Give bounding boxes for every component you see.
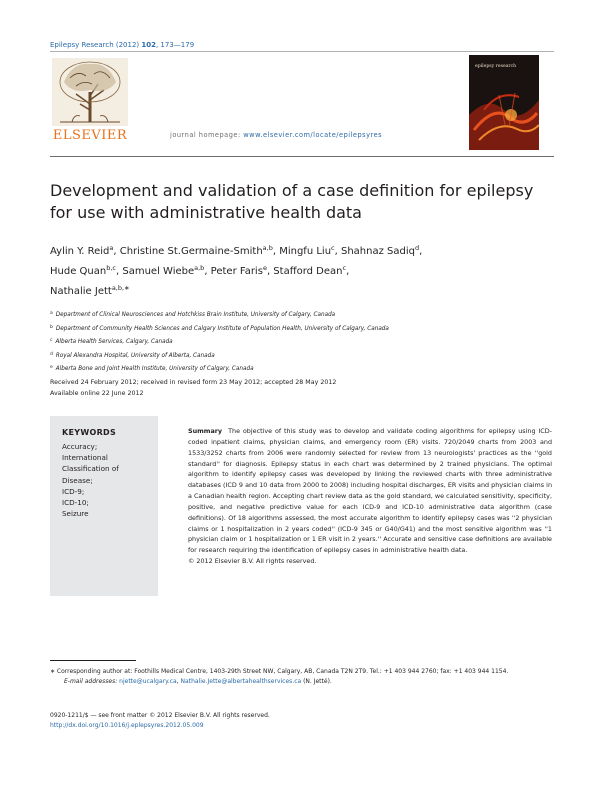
received-dates: Received 24 February 2012; received in revised form 23 May 2012; accepted 28 May 2012 — [50, 379, 337, 386]
abstract — [188, 426, 552, 567]
author[interactable]: Hude Quan$^{b,c}$ — [50, 264, 116, 277]
homepage-label: journal homepage: — [170, 131, 244, 139]
affiliation: $^c$ Alberta Health Services, Calgary, Canada — [50, 338, 173, 345]
journal-ref-pages: , 173—179 — [155, 41, 195, 49]
email-line: E-mail addresses: njette@ucalgary.ca, Nathalie.Jette@albertahealthservices.ca (N. Jetté). — [64, 678, 332, 685]
author[interactable]: Nathalie Jett$^{a,b,∗}$ — [50, 284, 130, 297]
email-link-1[interactable]: njette@ucalgary.ca — [119, 678, 177, 685]
keyword: Accuracy; — [62, 442, 98, 451]
keyword: ICD-9; — [62, 486, 85, 496]
author[interactable]: Stafford Dean$^c$ — [273, 264, 347, 277]
cover-title: epilepsy research — [475, 64, 517, 69]
keyword: ICD-10; — [62, 498, 89, 508]
author[interactable]: Peter Faris$^e$ — [210, 264, 267, 277]
available-online-date: Available online 22 June 2012 — [50, 389, 144, 397]
journal-reference[interactable] — [50, 41, 194, 49]
front-matter-notice: 0920-1211/$ — see front matter © 2012 Elsevier B.V. All rights reserved. — [50, 712, 270, 719]
keyword: Classification of — [62, 464, 119, 474]
corresponding-address: ∗ Corresponding author at: Foothills Medical Centre, 1403-29th Street NW, Calgary, AB, Canada T2N 2T9. Tel.: +1 403 944 2760; fax: +1 403 944 1154. — [50, 668, 509, 675]
affiliation: $^e$ Alberta Bone and Joint Health Institute, University of Calgary, Canada — [50, 365, 254, 372]
keywords-list — [62, 441, 154, 519]
corresponding-author-footnote — [50, 667, 555, 687]
journal-cover-image — [469, 55, 539, 150]
cover-artwork-icon — [469, 55, 539, 150]
affiliation: $^a$ Department of Clinical Neurosciences and Hotchkiss Brain Institute, University of Calgary, Canada — [50, 311, 336, 318]
author[interactable]: Aylin Y. Reid$^a$ — [50, 244, 114, 257]
affiliation-list — [50, 308, 570, 376]
affiliation: $^d$ Royal Alexandra Hospital, University of Alberta, Canada — [50, 351, 215, 359]
author[interactable]: Mingfu Liu$^c$ — [279, 244, 335, 257]
keyword: Disease; — [62, 475, 93, 485]
email-label: E-mail addresses: — [64, 678, 120, 685]
front-matter-block — [50, 711, 555, 731]
abstract-text: The objective of this study was to develop and validate coding algorithms for epilepsy using ICD-coded inpatient claims, physician claims, and emergency room (ER) visits. 720/2049 charts from 2003 and 1533/3252 charts from 2006 were randomly selected for review from 13 neurologists' practices as the ''gold standard'' for diagnosis. Epilepsy status in each chart was determined by 2 trained physicians. The optimal algorithm to identify epilepsy cases was developed by linking the reviewed charts with three administrative databases (ICD 9 and 10 data from 2000 to 2008) including hospital discharges, ER visits and physician claims in a Canadian health region. Accepting chart review data as the gold standard, we calculated sensitivity, specificity, positive, and negative predictive value for each ICD-9 and ICD-10 administrative data algorithm (case definitions). Of 18 algorithms assessed, the most accurate algorithm to identify epilepsy cases was ''2 physician claims or 1 hospitalization in 2 years coded'' (ICD-9 345 or G40/G41) and the most sensitive algorithm was ''1 physician claim or 1 hospitalization or 1 ER visit in 2 years.'' Accurate and sensitive case definitions are available for research requiring the identification of epilepsy cases in administrative health data. — [188, 427, 552, 555]
header-bottom-rule — [50, 156, 554, 157]
doi-link[interactable]: http://dx.doi.org/10.1016/j.eplepsyres.2012.05.009 — [50, 722, 204, 729]
author[interactable]: Christine St.Germaine-Smith$^{a,b}$ — [119, 244, 273, 257]
keyword: International — [62, 453, 108, 463]
article-title: Development and validation of a case definition for epilepsy for use with administrative health data — [50, 181, 534, 222]
journal-homepage — [170, 131, 382, 139]
journal-ref-volume: 102 — [141, 41, 156, 49]
header-top-rule — [50, 51, 554, 52]
keywords-heading: KEYWORDS — [62, 428, 117, 437]
elsevier-wordmark: ELSEVIER — [52, 128, 128, 143]
author-list: Aylin Y. Reid$^a$, Christine St.Germaine-Smith$^{a,b}$, Mingfu Liu$^c$, Shahnaz Sadiq$^d$, Hude Quan$^{b,c}$, Samuel Wiebe$^{a,b}$, Peter Faris$^e$, Stafford Dean$^c$, Nathalie Jett$^{a,b,∗}$ — [50, 244, 423, 297]
article-history — [50, 378, 570, 399]
author[interactable]: Shahnaz Sadiq$^d$ — [340, 244, 420, 257]
footnote-rule — [50, 660, 136, 661]
email-link-2[interactable]: Nathalie.Jette@albertahealthservices.ca — [180, 678, 302, 685]
homepage-link[interactable]: www.elsevier.com/locate/epilepsyres — [243, 131, 383, 139]
author[interactable]: Samuel Wiebe$^{a,b}$ — [122, 264, 205, 277]
abstract-heading: Summary — [188, 427, 223, 435]
journal-ref-prefix: Epilepsy Research (2012) — [50, 41, 142, 49]
affiliation: $^b$ Department of Community Health Sciences and Calgary Institute of Population Health, University of Calgary, Canada — [50, 324, 389, 332]
keyword: Seizure — [62, 509, 89, 519]
copyright-notice: © 2012 Elsevier B.V. All rights reserved. — [188, 557, 317, 566]
